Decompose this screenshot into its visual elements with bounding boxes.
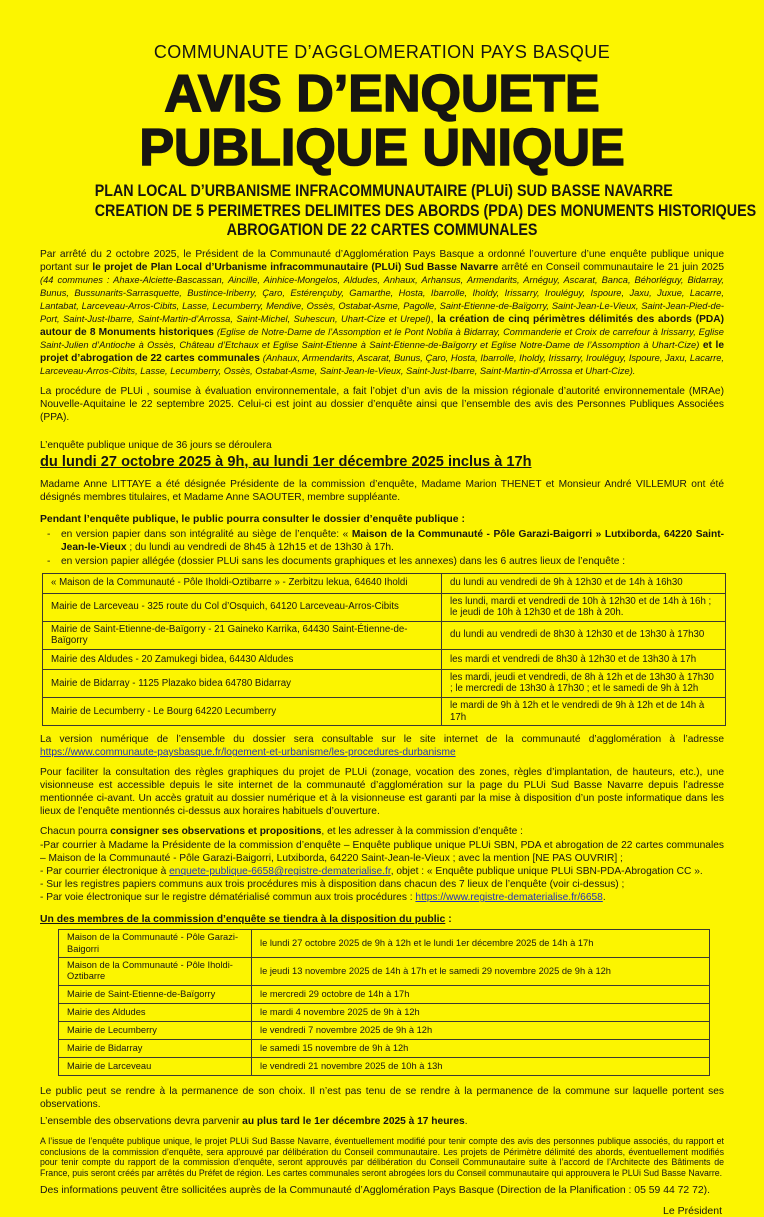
permanences-table bbox=[58, 929, 710, 1076]
observations-registers-line: - Sur les registres papiers communs aux trois procédures mis à disposition dans chacun des 7 lieux de l’enquête (voir ci-dessus) ; bbox=[40, 879, 625, 891]
times-cell: le samedi 15 novembre de 9h à 12h bbox=[252, 1039, 710, 1057]
signature: Le Président bbox=[663, 1205, 722, 1217]
consultation-bullet-light-version: - en version papier allégée (dossier PLUi sans les documents graphiques et les annexes) dans les 6 autres lieux de l’enquête : bbox=[40, 555, 724, 568]
intro-pda-project: la création de cinq périmètres délimités des abords (PDA) autour de 8 Monuments historiques bbox=[40, 313, 724, 338]
hours-cell: les mardi et vendredi de 8h30 à 12h30 et de 13h30 à 17h bbox=[442, 649, 726, 669]
table-row bbox=[59, 930, 710, 958]
intro-paragraph: Par arrêté du 2 octobre 2025, le Président de la Communauté d’Agglomération Pays Basque a ordonné l’ouverture d’une enquête publique unique portant sur le projet de Plan Local d’Urbanisme infracommunautaire (PLUi) Sud Basse Navarre arrêté en Conseil communautaire le 21 juin 2025 (44 communes : Ahaxe-Alciette-Bascassan, Aincille, Ainhice-Mongelos, Aldudes, Anhaux, Arhansus, Armendarits, Arnéguy, Ascarat, Banca, Béhorléguy, Bidarray, Bunus, Bussunarits-Sarrasquette, Bustince-Iriberry, Çaro, Estérençuby, Gamarthe, Hosta, Ibarrolle, Iholdy, Irissarry, Irouléguy, Ispoure, Jaxu, Juxue, Lacarre, Lantabat, Larceveau-Arros-Cibits, Lasse, Lecumberry, Mendive, Ossès, Ostabat-Asme, Pagolle, Saint-Etienne-de-Baïgorry, Saint-Jean-Le-Vieux, Saint-Jean-Pied-de-Port, Saint-Just-Ibarre, Saint-Martin-d’Arrossa, Saint-Michel, Suhescun, Uhart-Cize et Urepel), la création de cinq périmètres délimités des abords (PDA) autour de 8 Monuments historiques (Eglise de Notre-Dame de l’Assomption et le Pont Noblia à Bidarray, Commanderie et Croix de carrefour à Irissarry, Eglise Saint-Julien d’Antioche à Ossès, Château d’Etchaux et Eglise Saint-Etienne à Saint-Etienne-de-Baïgorry et Eglise Notre-Dame de l’Assomption à Uhart-Cize) et le projet d’abrogation de 22 cartes communales (Anhaux, Armendarits, Ascarat, Bunus, Çaro, Hosta, Ibarrolle, Iholdy, Irissarry, Irouléguy, Ispoure, Jaxu, Lacarre, Larceveau-Arros-Cibits, Lasse, Lecumberry, Ossès, Ostabat-Asme, Saint-Jean-le-Vieux, Saint-Just-Ibarre, Saint-Martin-d’Arrossa et Uhart-Cize). bbox=[40, 248, 724, 376]
deadline-paragraph: L’ensemble des observations devra parvenir au plus tard le 1er décembre 2025 à 17 heures. bbox=[40, 1115, 468, 1127]
times-cell: le mercredi 29 octobre de 14h à 17h bbox=[252, 985, 710, 1003]
observations-online-register-line: - Par voie électronique sur le registre dématérialisé commun aux trois procédures : https://www.registre-dematerialise.fr/6658. bbox=[40, 892, 606, 904]
consultation-heading: Pendant l’enquête publique, le public pourra consulter le dossier d’enquête publique : bbox=[40, 513, 465, 525]
intro-text: Par arrêté du 2 octobre 2025, le Président de la Communauté d’Agglomération Pays Basque a ordonné l’ouverture d’une enquête publique unique portant sur bbox=[40, 248, 724, 273]
permanences-heading: Un des membres de la commission d’enquête se tiendra à la disposition du public : bbox=[40, 914, 452, 926]
location-cell: Mairie de Larceveau - 325 route du Col d’Osquich, 64120 Larceveau-Arros-Cibits bbox=[43, 593, 442, 621]
location-cell: Mairie de Saint-Etienne-de-Baïgorry bbox=[59, 985, 252, 1003]
location-cell: Mairie de Lecumberry bbox=[59, 1021, 252, 1039]
cartes-communales-list: (Anhaux, Armendarits, Ascarat, Bunus, Çaro, Hosta, Ibarrolle, Iholdy, Irissarry, Irouléguy, Ispoure, Jaxu, Lacarre, Larceveau-Arros-Cibits, Lasse, Lecumberry, Ossès, Ostabat-Asme, Saint-Jean-le-Vieux, Saint-Just-Ibarre, Saint-Martin-d’Arrossa et Uhart-Cize). bbox=[40, 352, 724, 376]
times-cell: le vendredi 21 novembre 2025 de 10h à 13h bbox=[252, 1057, 710, 1075]
table-row bbox=[43, 649, 726, 669]
hours-cell: du lundi au vendredi de 9h à 12h30 et de 14h à 16h30 bbox=[442, 573, 726, 593]
times-cell: le jeudi 13 novembre 2025 de 14h à 17h et le samedi 29 novembre 2025 de 9h à 12h bbox=[252, 958, 710, 986]
hours-cell: les mardi, jeudi et vendredi, de 8h à 12h et de 13h30 à 17h30 ; le mercredi de 13h30 à 17h30 ; et le samedi de 9h à 12h bbox=[442, 669, 726, 697]
table-row bbox=[43, 573, 726, 593]
table-row bbox=[59, 985, 710, 1003]
location-cell: Mairie de Bidarray - 1125 Plazako bidea 64780 Bidarray bbox=[43, 669, 442, 697]
digital-version-paragraph: La version numérique de l’ensemble du dossier sera consultable sur le site internet de la communauté d’agglomération à l’adresse https://www.communaute-paysbasque.fr/logement-et-urbanisme/les-procedures-durbanisme bbox=[40, 734, 724, 759]
intro-plui-project: le projet de Plan Local d’Urbanisme infracommunautaire (PLUi) Sud Basse Navarre bbox=[92, 261, 499, 273]
enquiry-period-lead: L’enquête publique unique de 36 jours se déroulera bbox=[40, 439, 272, 451]
information-contact-paragraph: Des informations peuvent être sollicitées auprès de la Communauté d’Agglomération Pays Basque (Direction de la Planification : 05 59 44 72 72). bbox=[40, 1185, 710, 1197]
location-cell: Mairie de Larceveau bbox=[59, 1057, 252, 1075]
subtitle-pda: CREATION DE 5 PERIMETRES DELIMITES DES ABORDS (PDA) DES MONUMENTS HISTORIQUES bbox=[94, 200, 757, 220]
table-row bbox=[59, 1039, 710, 1057]
location-cell: Mairie de Saint-Etienne-de-Baïgorry - 21 Gaineko Karrika, 64430 Saint-Étienne-de-Baïgorry bbox=[43, 621, 442, 649]
table-row bbox=[59, 1057, 710, 1075]
main-title-line1: AVIS D’ENQUETE bbox=[164, 65, 600, 123]
location-cell: Maison de la Communauté - Pôle Iholdi-Oztibarre bbox=[59, 958, 252, 986]
consultation-bullet-full-version: - en version papier dans son intégralité au siège de l’enquête: « Maison de la Communauté - Pôle Garazi-Baigorri » Lutxiborda, 64220 Saint-Jean-le-Vieux ; du lundi au vendredi de 8h45 à 12h15 et de 13h30 à 17h. bbox=[40, 528, 724, 554]
fine-print-paragraph: A l’issue de l’enquête publique unique, le projet PLUi Sud Basse Navarre, éventuellement modifié pour tenir compte des avis des personnes publique associés, du rapport et conclusions de la commission d’enquête, sera approuvé par délibération du Conseil communautaire. Les projets de Périmètre délimité des abords, éventuellement modifiés pour tenir compte du rapport de la commission d’enquête, seront approuvés par délibération du Conseil Communautaire suite à l’accord de l’Architecte des Bâtiments de France, puis seront créés par arrêtés du Préfet de région. Les cartes communales seront abrogées lors du Conseil communautaire qui approuvera le PLUi Sud Basse Navarre. bbox=[40, 1135, 724, 1179]
times-cell: le lundi 27 octobre 2025 de 9h à 12h et le lundi 1er décembre 2025 de 14h à 17h bbox=[252, 930, 710, 958]
online-register-link[interactable]: https://www.registre-dematerialise.fr/6658 bbox=[415, 892, 603, 904]
observations-intro: Chacun pourra consigner ses observations et propositions, et les adresser à la commission d’enquête : bbox=[40, 826, 523, 838]
table-row bbox=[59, 958, 710, 986]
times-cell: le vendredi 7 novembre 2025 de 9h à 12h bbox=[252, 1021, 710, 1039]
monuments-list: (Eglise de Notre-Dame de l’Assomption et le Pont Noblia à Bidarray, Commanderie et Croix de carrefour à Irissarry, Eglise Saint-Julien d’Antioche à Ossès, Château d’Etchaux et Eglise Saint-Etienne à Saint-Etienne-de-Baïgorry et Eglise Notre-Dame de l’Assomption à Uhart-Cize) bbox=[40, 326, 724, 350]
consultation-locations-table bbox=[42, 573, 726, 727]
main-title bbox=[40, 67, 724, 175]
observations-email-line: - Par courrier électronique à enquete-publique-6658@registre-dematerialise.fr, objet : « Enquête publique unique PLUi SBN-PDA-Abrogation CC ». bbox=[40, 866, 703, 878]
table-row bbox=[43, 621, 726, 649]
organization-name: COMMUNAUTE D’AGGLOMERATION PAYS BASQUE bbox=[153, 42, 611, 62]
location-cell: Mairie de Bidarray bbox=[59, 1039, 252, 1057]
table-row bbox=[43, 698, 726, 726]
times-cell: le mardi 4 novembre 2025 de 9h à 12h bbox=[252, 1003, 710, 1021]
enquiry-email-link[interactable]: enquete-publique-6658@registre-dematerialise.fr bbox=[169, 866, 391, 878]
location-cell: Maison de la Communauté - Pôle Garazi-Baigorri bbox=[59, 930, 252, 958]
subtitle-block bbox=[40, 181, 757, 240]
subtitle-abrogation: ABROGATION DE 22 CARTES COMMUNALES bbox=[226, 220, 538, 239]
hours-cell: le mardi de 9h à 12h et le vendredi de 9h à 12h et de 14h à 17h bbox=[442, 698, 726, 726]
location-cell: « Maison de la Communauté - Pôle Iholdi-Oztibarre » - Zerbitzu lekua, 64640 Iholdi bbox=[43, 573, 442, 593]
observations-bold: consigner ses observations et propositions bbox=[110, 826, 322, 838]
table-row bbox=[43, 669, 726, 697]
permanence-choice-paragraph: Le public peut se rendre à la permanence de son choix. Il n’est pas tenu de se rendre à la permanence de la commune sur laquelle portent ses observations. bbox=[40, 1085, 724, 1110]
location-cell: Mairie de Lecumberry - Le Bourg 64220 Lecumberry bbox=[43, 698, 442, 726]
intro-abrogation-project: et le projet d’abrogation de 22 cartes communales bbox=[40, 339, 724, 364]
table-row bbox=[43, 593, 726, 621]
table-row bbox=[59, 1003, 710, 1021]
agglomeration-website-link[interactable]: https://www.communaute-paysbasque.fr/logement-et-urbanisme/les-procedures-durbanisme bbox=[40, 747, 456, 759]
hours-cell: du lundi au vendredi de 8h30 à 12h30 et de 13h30 à 17h30 bbox=[442, 621, 726, 649]
siege-enquete-address: Maison de la Communauté - Pôle Garazi-Baigorri » Lutxiborda, 64220 Saint-Jean-le-Vieux bbox=[61, 528, 724, 553]
deadline-bold: au plus tard le 1er décembre 2025 à 17 heures bbox=[242, 1115, 465, 1127]
subtitle-plui: PLAN LOCAL D’URBANISME INFRACOMMUNAUTAIRE (PLUi) SUD BASSE NAVARRE bbox=[94, 181, 673, 200]
main-title-line2: PUBLIQUE UNIQUE bbox=[139, 119, 625, 177]
table-row bbox=[59, 1021, 710, 1039]
communes-list: (44 communes : Ahaxe-Alciette-Bascassan, Aincille, Ainhice-Mongelos, Aldudes, Anhaux, Arhansus, Armendarits, Arnéguy, Ascarat, Banca, Béhorléguy, Bidarray, Bunus, Bussunarits-Sarrasquette, Bustince-Iriberry, Çaro, Estérençuby, Gamarthe, Hosta, Ibarrolle, Iholdy, Irissarry, Irouléguy, Ispoure, Jaxu, Juxue, Lacarre, Lantabat, Larceveau-Arros-Cibits, Lasse, Lecumberry, Mendive, Ossès, Ostabat-Asme, Pagolle, Saint-Etienne-de-Baïgorry, Saint-Jean-Le-Vieux, Saint-Jean-Pied-de-Port, Saint-Just-Ibarre, Saint-Martin-d’Arrossa, Saint-Michel, Suhescun, Uhart-Cize et Urepel) bbox=[40, 274, 724, 324]
observations-mail-line: -Par courrier à Madame la Présidente de la commission d’enquête – Enquête publique unique PLUi SBN, PDA et abrogation de 22 cartes communales – Maison de la Communauté - Pôle Garazi-Baigorri, Lutxiborda, 64220 Saint-Jean-le-Vieux ; avec la mention [NE PAS OUVRIR] ; bbox=[40, 840, 724, 865]
enquiry-period-dates: du lundi 27 octobre 2025 à 9h, au lundi 1er décembre 2025 inclus à 17h bbox=[40, 453, 532, 470]
hours-cell: les lundi, mardi et vendredi de 10h à 12h30 et de 14h à 16h ; le jeudi de 10h à 12h30 et de 18h à 20h. bbox=[442, 593, 726, 621]
mrae-paragraph: La procédure de PLUi , soumise à évaluation environnementale, a fait l’objet d’un avis de la mission régionale d’autorité environnementale (MRAe) Nouvelle-Aquitaine le 22 septembre 2025. Celui-ci est joint au dossier d’enquête ainsi que l’ensemble des avis des Personnes Publiques Associées (PPA). bbox=[40, 385, 724, 423]
viewer-paragraph: Pour faciliter la consultation des règles graphiques du projet de PLUi (zonage, vocation des zones, règles d’implantation, de hauteurs, etc.), une visionneuse est accessible depuis le site internet de la communauté d’agglomération sur la page du PLUi Sud Basse Navarre depuis l’adresse mentionnée ci-avant. Un accès gratuit au dossier numérique et à la visionneuse est garanti par la mise à disposition d’un poste informatique dans les lieux de l’enquête mentionnés ci-dessus aux horaires habituels d’ouverture. bbox=[40, 767, 724, 818]
commission-members-paragraph: Madame Anne LITTAYE a été désignée Présidente de la commission d’enquête, Madame Marion THENET et Monsieur André VILLEMUR ont été désignés membres titulaires, et Madame Anne SAOUTER, membre suppléante. bbox=[40, 478, 724, 503]
location-cell: Mairie des Aldudes bbox=[59, 1003, 252, 1021]
enquiry-period bbox=[40, 435, 724, 471]
location-cell: Mairie des Aldudes - 20 Zamukegi bidea, 64430 Aldudes bbox=[43, 649, 442, 669]
